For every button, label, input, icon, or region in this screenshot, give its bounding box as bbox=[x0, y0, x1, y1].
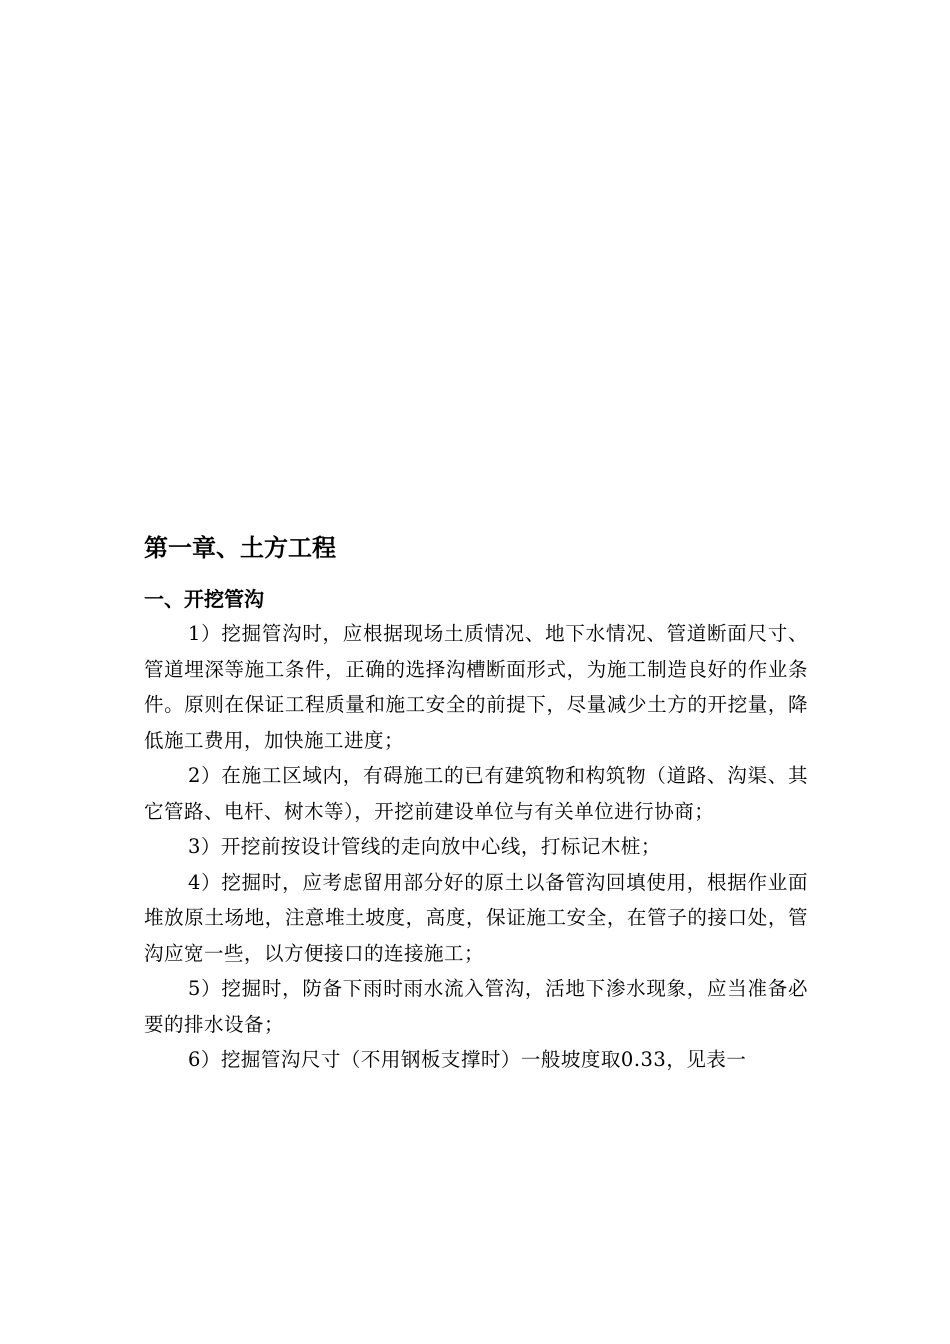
paragraph-6: 6）挖掘管沟尺寸（不用钢板支撑时）一般坡度取0.33，见表一 bbox=[188, 1048, 747, 1071]
section-title: 一、开挖管沟 bbox=[144, 587, 264, 611]
chapter-title: 第一章、土方工程 bbox=[144, 534, 336, 562]
document-body bbox=[144, 528, 808, 1078]
paragraph-5: 5）挖掘时，防备下雨时雨水流入管沟，活地下渗水现象，应当准备必要的排水设备； bbox=[144, 977, 808, 1036]
paragraph-1: 1）挖掘管沟时，应根据现场土质情况、地下水情况、管道断面尺寸、管道埋深等施工条件，正确的选择沟槽断面形式，为施工制造良好的作业条件。原则在保证工程质量和施工安全的前提下，尽量减少土方的开挖量，降低施工费用，加快施工进度； bbox=[144, 622, 808, 752]
paragraph-2: 2）在施工区域内，有碍施工的已有建筑物和构筑物（道路、沟渠、其它管路、电杆、树木等），开挖前建设单位与有关单位进行协商； bbox=[144, 764, 808, 823]
paragraph-4: 4）挖掘时，应考虑留用部分好的原土以备管沟回填使用，根据作业面堆放原土场地，注意堆土坡度，高度，保证施工安全，在管子的接口处，管沟应宽一些，以方便接口的连接施工； bbox=[144, 870, 808, 965]
paragraph-3: 3）开挖前按设计管线的走向放中心线，打标记木桩； bbox=[188, 835, 661, 858]
